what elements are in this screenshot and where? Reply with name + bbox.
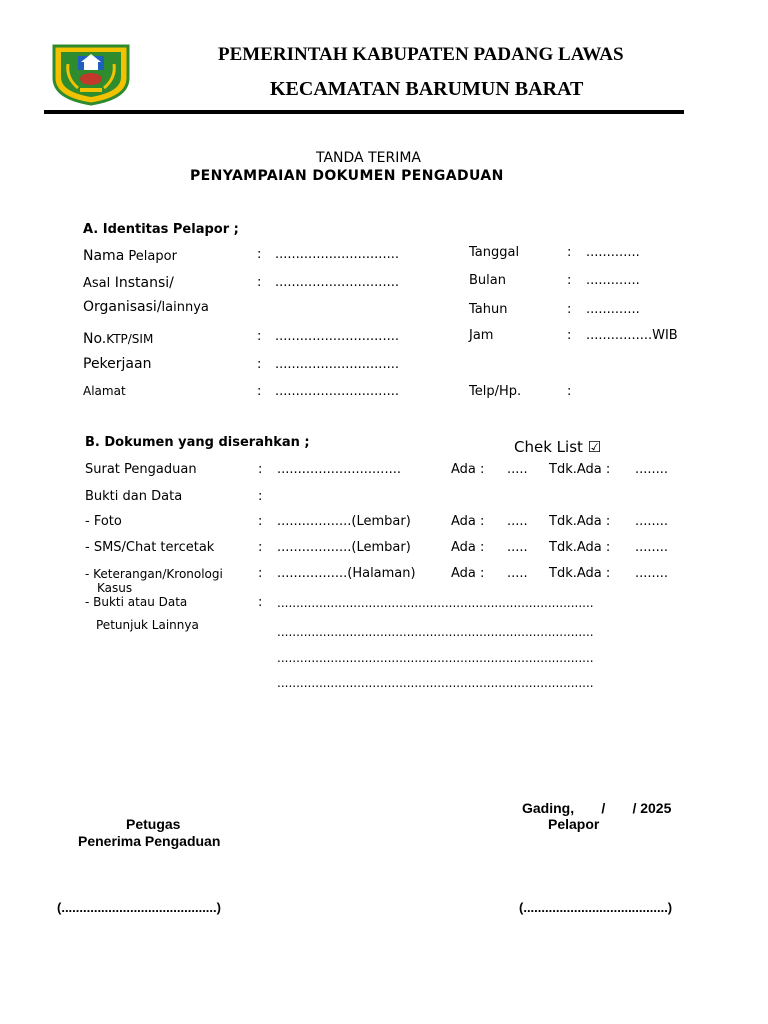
colon: : [257,357,262,372]
colon: : [258,489,263,504]
colon: : [567,302,572,317]
colon: : [567,245,572,260]
header-district-name: KECAMATAN BARUMUN BARAT [270,78,584,100]
checklist-label: Chek List ☑ [514,438,602,456]
section-a-heading: A. Identitas Pelapor ; [83,222,239,237]
tdk-ada-dots: ........ [635,566,669,581]
label-organisasi: Organisasi/lainnya [83,299,209,315]
signature-pelapor: (........................................) [519,900,673,915]
colon: : [567,384,572,399]
tdk-ada-label: Tdk.Ada : [549,566,611,581]
colon: : [258,566,263,581]
label-jam: Jam [469,328,494,343]
field-sms-lembar: ..................(Lembar) [277,540,411,555]
label-foto: - Foto [85,514,122,529]
colon: : [257,247,262,262]
colon: : [257,384,262,399]
ada-label: Ada : [451,514,485,529]
field-asal-instansi: .............................. [275,275,399,290]
doc-subtitle: PENYAMPAIAN DOKUMEN PENGADUAN [190,168,504,184]
label-asal-instansi: Asal Instansi/ [83,275,174,291]
petugas-label: Petugas [126,816,181,832]
label-pekerjaan: Pekerjaan [83,356,152,372]
colon: : [567,273,572,288]
field-surat-pengaduan: .............................. [277,462,401,477]
tdk-ada-label: Tdk.Ada : [549,514,611,529]
field-no-ktp: .............................. [275,329,399,344]
section-b-heading: B. Dokumen yang diserahkan ; [85,435,310,450]
ada-label: Ada : [451,540,485,555]
field-pekerjaan: .............................. [275,357,399,372]
label-tahun: Tahun [469,302,508,317]
field-nama-pelapor: .............................. [275,247,399,262]
ada-label: Ada : [451,462,485,477]
colon: : [258,595,263,610]
penerima-pengaduan-label: Penerima Pengaduan [78,833,221,849]
field-bulan: ............. [586,273,640,288]
ada-dots: ..... [507,462,528,477]
tdk-ada-label: Tdk.Ada : [549,540,611,555]
doc-title: TANDA TERIMA [316,150,421,166]
field-alamat: .............................. [275,384,399,399]
label-no-ktp: No.KTP/SIM [83,331,154,347]
tdk-ada-label: Tdk.Ada : [549,462,611,477]
field-tahun: ............. [586,302,640,317]
label-bukti-dan-data: Bukti dan Data [85,489,183,504]
field-jam: ................WIB [586,328,678,343]
colon: : [257,329,262,344]
field-tanggal: ............. [586,245,640,260]
label-surat-pengaduan: Surat Pengaduan [85,462,197,477]
field-bukti-line-3: ................................................................................... [277,651,594,665]
label-bukti-atau-data: - Bukti atau Data [85,595,188,609]
colon: : [258,462,263,477]
label-bulan: Bulan [469,273,506,288]
ada-dots: ..... [507,566,528,581]
label-telp: Telp/Hp. [469,384,522,399]
ada-dots: ..... [507,514,528,529]
regency-emblem-logo [48,42,134,106]
label-petunjuk-lainnya: Petunjuk Lainnya [96,618,199,632]
label-keterangan-kronologi: - Keterangan/Kronologi [85,567,223,581]
label-alamat: Alamat [83,384,126,398]
field-keterangan-halaman: .................(Halaman) [277,566,416,581]
label-kasus: Kasus [97,581,133,595]
field-bukti-line-1: ................................................................................... [277,596,594,610]
field-foto-lembar: ..................(Lembar) [277,514,411,529]
label-tanggal: Tanggal [469,245,520,260]
colon: : [258,540,263,555]
colon: : [567,328,572,343]
place-date: Gading, / / 2025 [522,800,672,816]
signature-petugas: (...........................................) [57,900,221,915]
colon: : [258,514,263,529]
pelapor-label: Pelapor [548,816,600,832]
header-thick-rule [44,110,684,114]
field-bukti-line-4: ................................................................................... [277,676,594,690]
label-nama-pelapor: Nama Pelapor [83,248,177,264]
tdk-ada-dots: ........ [635,462,669,477]
tdk-ada-dots: ........ [635,514,669,529]
tdk-ada-dots: ........ [635,540,669,555]
colon: : [257,275,262,290]
ada-dots: ..... [507,540,528,555]
header-government-name: PEMERINTAH KABUPATEN PADANG LAWAS [218,44,624,65]
label-sms-chat: - SMS/Chat tercetak [85,540,215,555]
ada-label: Ada : [451,566,485,581]
field-bukti-line-2: ................................................................................... [277,625,594,639]
